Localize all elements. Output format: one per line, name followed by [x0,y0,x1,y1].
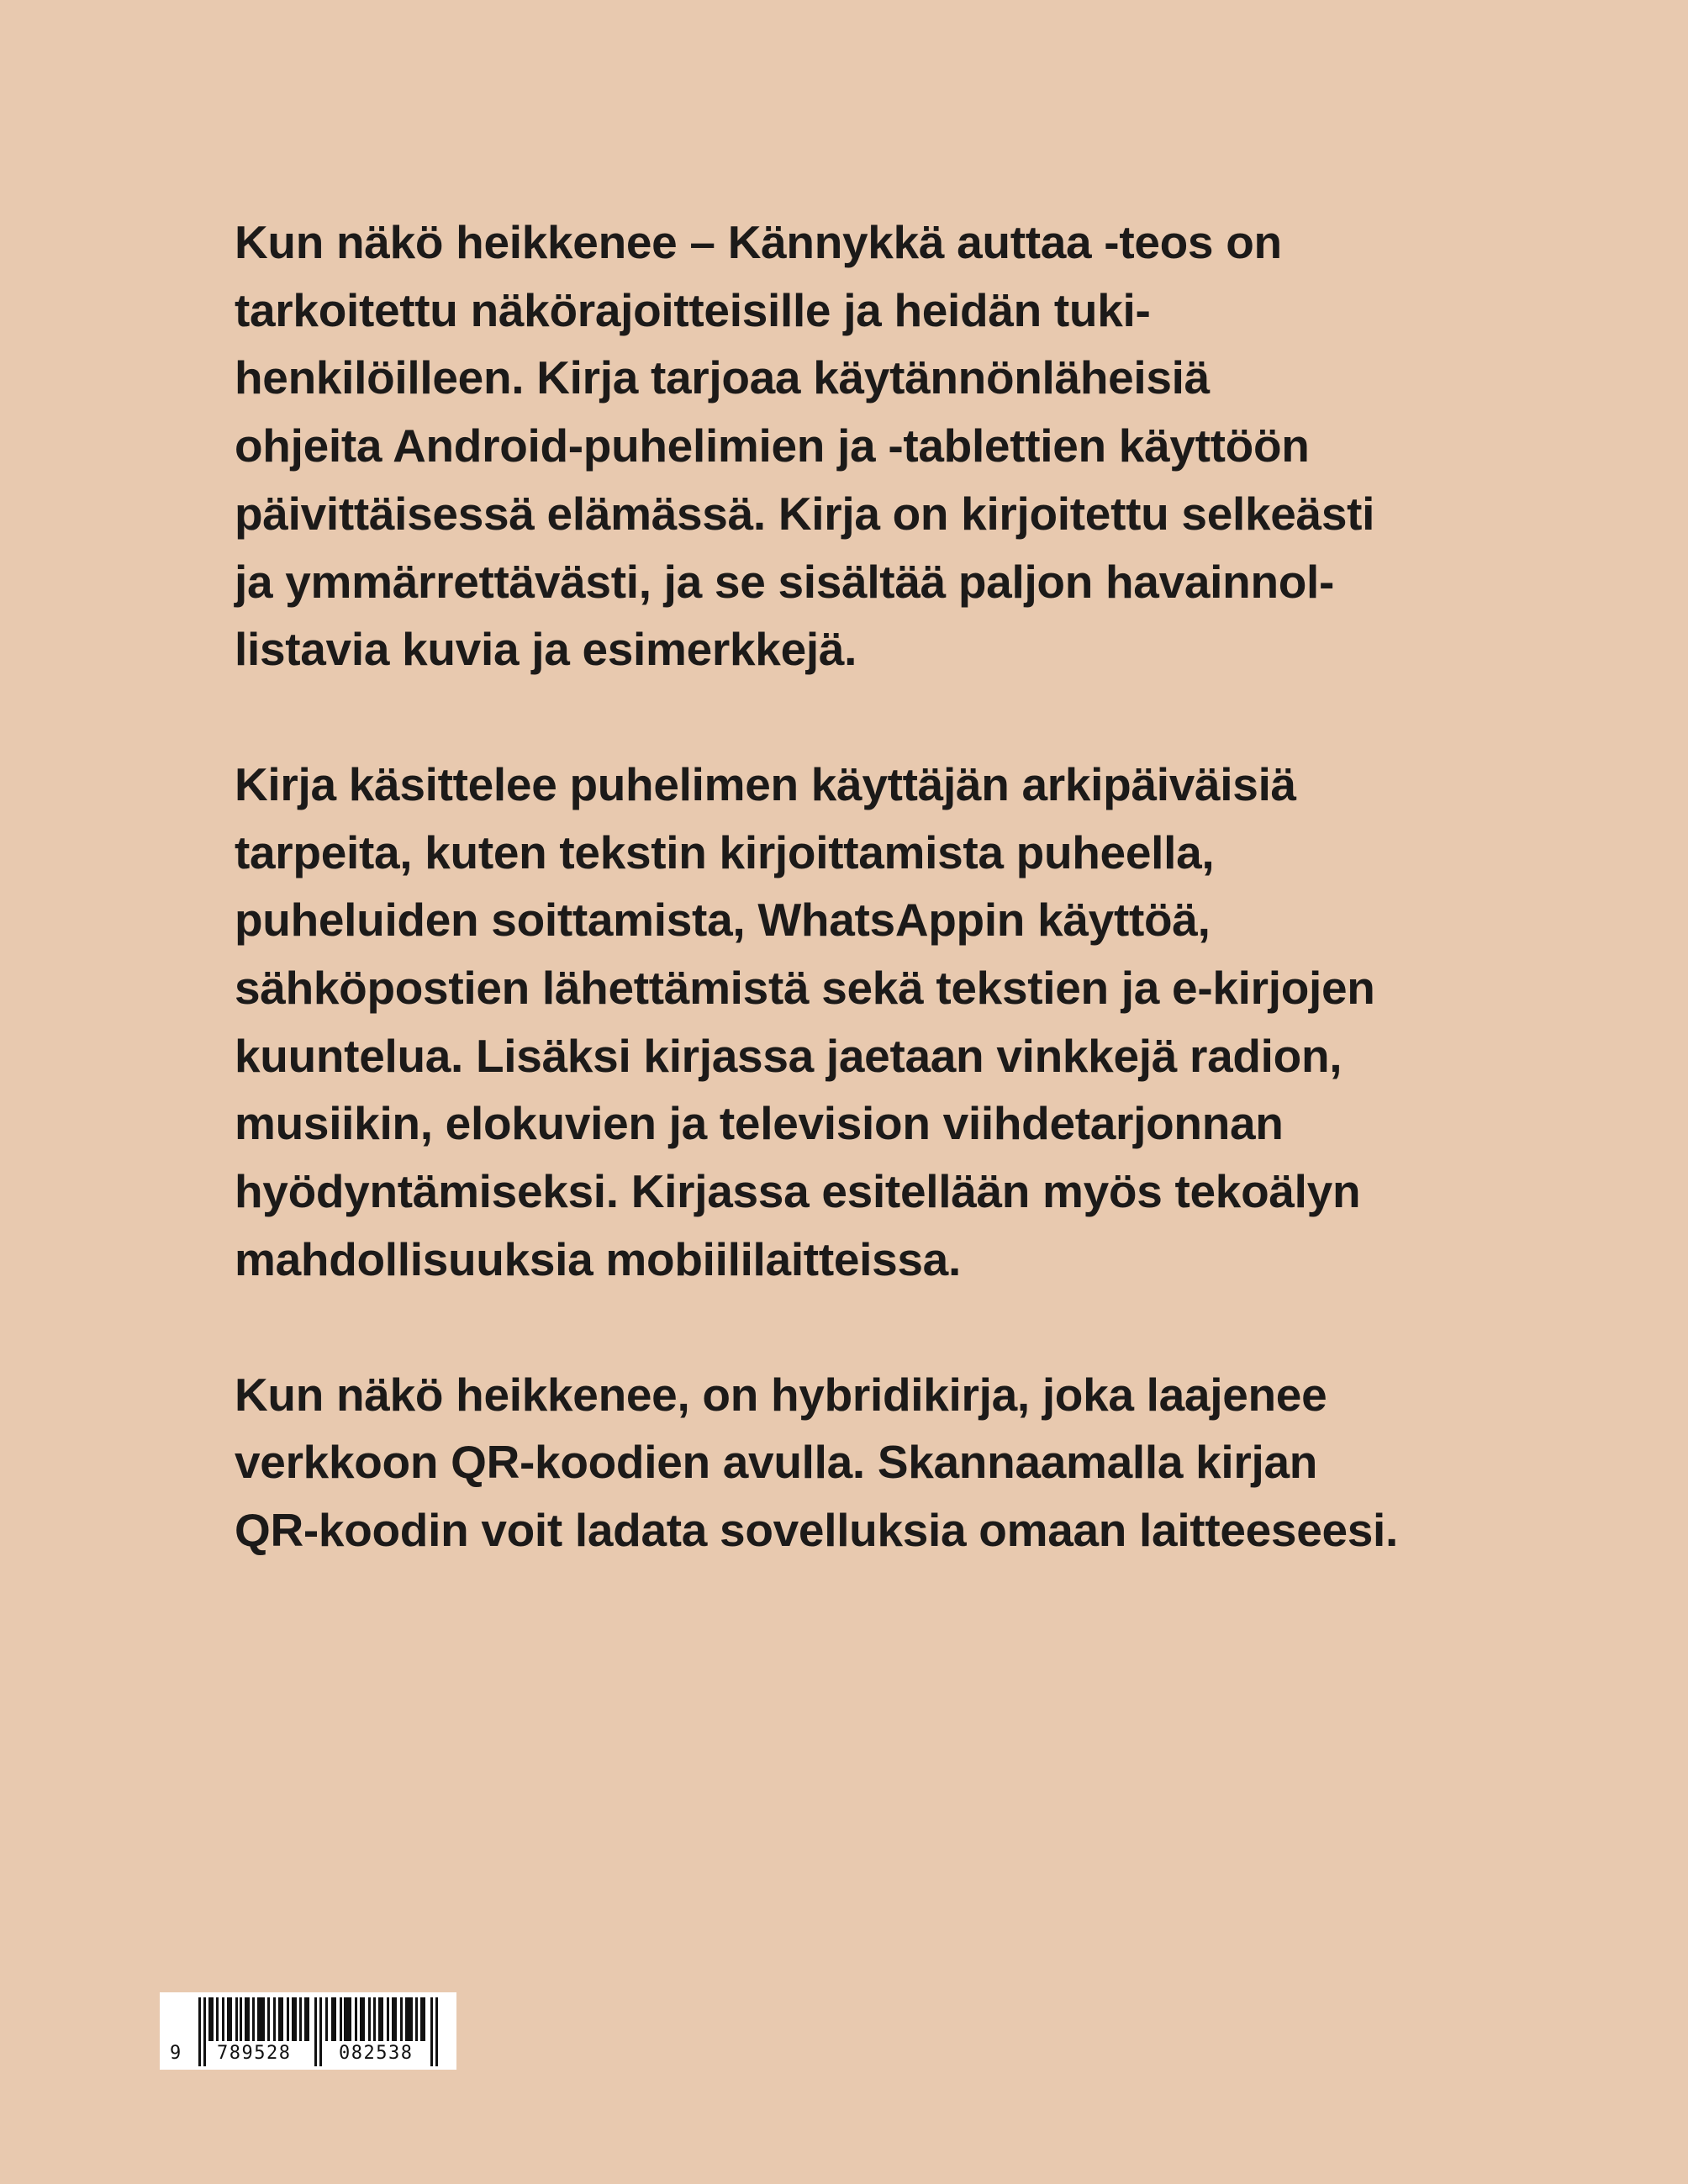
paragraph-2-line-5: kuuntelua. Lisäksi kirjassa jaetaan vinkkejä radion, [235,1029,1342,1082]
paragraph-2-line-8: mahdollisuuksia mobiililaitteissa. [235,1232,961,1285]
paragraph-1-line-6: ja ymmärrettävästi, ja se sisältää paljon havainnol- [235,555,1335,608]
paragraph-1-line-1 [235,208,1613,277]
book-title: Kun näkö heikkenee – Kännykkä auttaa [235,216,1092,268]
paragraph-3-line-2: verkkoon QR-koodien avulla. Skannaamalla kirjan [235,1436,1318,1489]
paragraph-2-line-2: tarpeita, kuten tekstin kirjoittamista puheella, [235,826,1215,878]
paragraph-1-line-5: päivittäisessä elämässä. Kirja on kirjoitettu selkeästi [235,487,1375,540]
paragraph-1-line-7: listavia kuvia ja esimerkkejä. [235,623,857,676]
paragraph-2-line-1: Kirja käsittelee puhelimen käyttäjän arkipäiväisiä [235,757,1296,810]
paragraph-2 [235,751,1613,1294]
paragraph-1-line-2: tarkoitettu näkörajoitteisille ja heidän tuki- [235,283,1151,336]
line-text: -teos on [1091,216,1282,268]
barcode-lead-digit: 9 [170,2043,182,2064]
paragraph-2-line-4: sähköpostien lähettämistä sekä tekstien ja e-kirjojen [235,962,1375,1015]
back-cover-description [235,208,1613,1564]
paragraph-1-line-4: ohjeita Android-puhelimien ja -tablettien käyttöön [235,419,1310,472]
barcode-right-digits: 082538 [339,2043,414,2064]
barcode-left-digits: 789528 [217,2043,292,2064]
paragraph-1 [235,208,1613,683]
paragraph-3 [235,1361,1613,1564]
isbn-barcode [160,1992,456,2070]
paragraph-2-line-6: musiikin, elokuvien ja television viihdetarjonnan [235,1097,1284,1150]
paragraph-2-line-7: hyödyntämiseksi. Kirjassa esitellään myös tekoälyn [235,1165,1361,1218]
paragraph-2-line-3: puheluiden soittamista, WhatsAppin käyttöä, [235,894,1211,947]
paragraph-3-line-3: QR-koodin voit ladata sovelluksia omaan laitteeseesi. [235,1503,1399,1556]
paragraph-3-line-1: Kun näkö heikkenee, on hybridikirja, joka laajenee [235,1368,1327,1421]
paragraph-1-line-3: henkilöilleen. Kirja tarjoaa käytännönläheisiä [235,351,1210,404]
